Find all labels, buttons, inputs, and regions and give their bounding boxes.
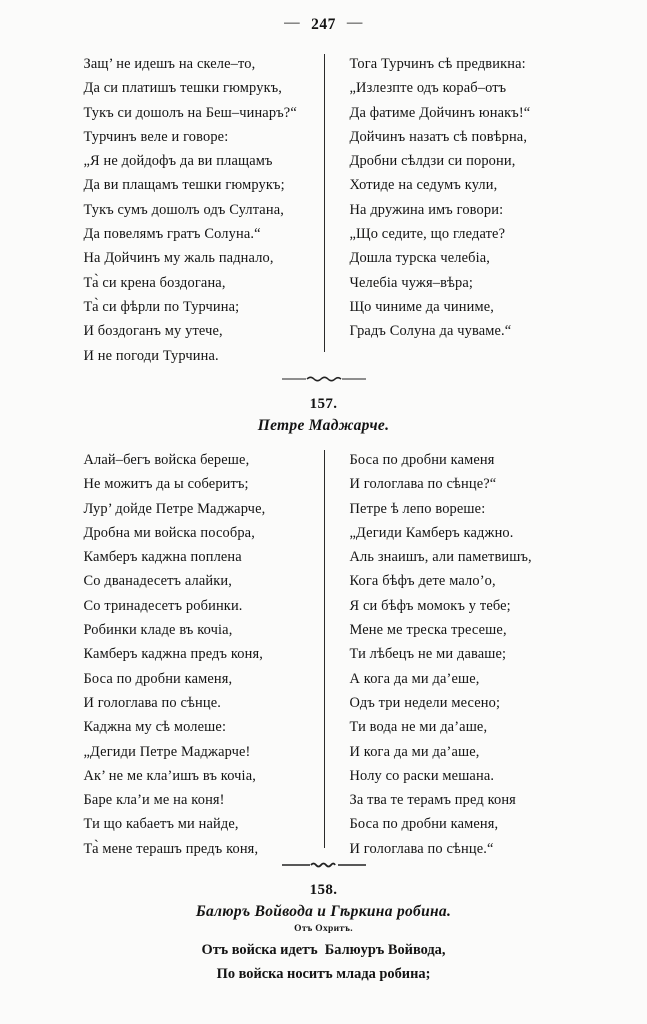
verse-line: Тукъ сумъ дошолъ одъ Султана, xyxy=(83,201,284,218)
song-158-title: Балюръ Войвода и Гѣркина робина. xyxy=(195,903,452,920)
verse-line: Я си бѣфъ момокъ у тебе; xyxy=(349,597,511,614)
song-158-number: 158. xyxy=(309,882,338,898)
verse-line: „Дегиди Петре Маджарче! xyxy=(83,743,251,760)
verse-line: Тога Турчинъ сѣ предвикна: xyxy=(349,56,526,72)
verse-line: „Излезпте одъ кораб–отъ xyxy=(349,80,507,97)
song-157-left-column xyxy=(62,448,324,861)
song-158-block xyxy=(0,858,647,987)
verse-line: Та̀ си фѣрли по Турчина; xyxy=(83,298,240,315)
song-156-verse-block xyxy=(0,52,647,368)
verse-line: Ак’ не ме кла’ишъ въ кочіа, xyxy=(83,767,256,784)
song-156-right-column xyxy=(324,52,586,344)
verse-line: Боса по дробни каменя, xyxy=(349,816,499,833)
verse-line: Камберъ каджна поплена xyxy=(83,549,242,566)
verse-line: Баре кла’и ме на коня! xyxy=(83,792,225,809)
verse-line: Аль знаишъ, али паметвишъ, xyxy=(349,549,532,566)
verse-line: Алай–бегъ войска береше, xyxy=(83,452,250,468)
verse-line: Да фатиме Дойчинъ юнакъ!“ xyxy=(349,104,531,121)
song-158-source-attribution: Отъ Охритъ. xyxy=(294,924,353,934)
verse-line: Камберъ каджна предъ коня, xyxy=(83,646,263,663)
verse-line: „Я не дойдофъ да ви плащамъ xyxy=(83,153,273,170)
song-157-number: 157. xyxy=(309,396,338,412)
verse-line: Мене ме треска тресеше, xyxy=(349,622,507,639)
verse-line: Та̀ мене терашъ предъ коня, xyxy=(83,840,259,857)
folio-dash-left: — xyxy=(284,14,301,31)
verse-line: Дробна ми войска пособра, xyxy=(83,524,255,541)
song-157-heading-block xyxy=(0,372,647,435)
page-folio xyxy=(0,16,647,34)
verse-line: Да повелямъ гратъ Солуна.“ xyxy=(83,226,261,243)
verse-line: Челебіа чужя–вѣра; xyxy=(349,274,474,291)
folio-dash-right: — xyxy=(346,14,363,31)
song-156-left-column xyxy=(62,52,324,368)
verse-line: „Дегиди Камберъ каджно. xyxy=(349,524,514,541)
column-divider-rule xyxy=(324,450,325,848)
verse-line: Петре ѣ лепо вореше: xyxy=(349,500,486,517)
verse-line: Дробни сѣлдзи си порони, xyxy=(349,153,516,170)
verse-line: Не можитъ да ы соберитъ; xyxy=(83,476,249,493)
verse-line: И гологлава по сѣнце?“ xyxy=(349,476,497,493)
song-156-columns xyxy=(0,52,647,368)
verse-line: Да си платишъ тешки гюмрукъ, xyxy=(83,80,283,97)
verse-line: Одъ три недели месено; xyxy=(349,694,501,711)
verse-line: Боса по дробни каменя, xyxy=(83,670,233,687)
verse-line: А кога да ми да’еше, xyxy=(349,670,480,687)
verse-line: Ти лѣбецъ не ми даваше; xyxy=(349,646,507,663)
verse-line: Нолу со раски мешана. xyxy=(349,767,495,784)
verse-line: Защ’ не идешъ на скеле–то, xyxy=(83,56,256,72)
verse-line: Отъ войска идетъ Балюуръ Войвода, xyxy=(201,942,446,958)
verse-line: Та̀ си крена боздогана, xyxy=(83,274,226,291)
verse-line: Що чиниме да чиниме, xyxy=(349,298,494,315)
verse-line: Дошла турска челебіа, xyxy=(349,250,491,267)
verse-line: Со тринадесетъ робинки. xyxy=(83,597,243,614)
verse-line: Ти вода не ми да’аше, xyxy=(349,719,488,736)
verse-line: И гологлава по сѣнце. xyxy=(83,694,221,711)
verse-line: „Що седите, що гледате? xyxy=(349,226,506,243)
verse-line: На дружина имъ говори: xyxy=(349,201,504,218)
verse-line: И не погоди Турчина. xyxy=(83,347,219,364)
verse-line: Лур’ дойде Петре Маджарче, xyxy=(83,500,266,517)
verse-line: Кога бѣфъ дете мало’о, xyxy=(349,573,496,590)
song-157-title: Петре Маджарче. xyxy=(257,417,390,434)
verse-line: Робинки кладе въ кочіа, xyxy=(83,622,233,639)
ornamental-divider-icon xyxy=(0,858,647,872)
song-157-verse-block xyxy=(0,448,647,861)
verse-line: За тва те терамъ пред коня xyxy=(349,792,516,809)
verse-line: И кога да ми да’аше, xyxy=(349,743,480,760)
song-157-right-column xyxy=(324,448,586,861)
verse-line: Ти що кабаетъ ми найде, xyxy=(83,816,239,833)
verse-line: И гологлава по сѣнце.“ xyxy=(349,840,494,857)
verse-line: Боса по дробни каменя xyxy=(349,452,495,468)
song-157-columns xyxy=(0,448,647,861)
verse-line: Дойчинъ назатъ сѣ повѣрна, xyxy=(349,128,528,145)
ornamental-divider-icon xyxy=(0,372,647,386)
song-158-verse-lines xyxy=(0,938,647,987)
verse-line: Каджна му сѣ молеше: xyxy=(83,719,227,736)
verse-line: Да ви плащамъ тешки гюмрукъ; xyxy=(83,177,285,194)
verse-line: На Дойчинъ му жаль паднало, xyxy=(83,250,274,267)
page-number: 247 xyxy=(311,16,336,33)
verse-line: Со дванадесетъ алайки, xyxy=(83,573,233,590)
verse-line: Турчинъ веле и говоре: xyxy=(83,128,229,145)
verse-line: Градъ Солуна да чуваме.“ xyxy=(349,323,512,340)
verse-line: И боздоганъ му утече, xyxy=(83,323,223,340)
verse-line: Хотиде на седумъ кули, xyxy=(349,177,498,194)
verse-line: По войска носитъ млада робина; xyxy=(216,966,431,983)
verse-line: Тукъ си дошолъ на Беш–чинаръ?“ xyxy=(83,104,297,121)
column-divider-rule xyxy=(324,54,325,352)
